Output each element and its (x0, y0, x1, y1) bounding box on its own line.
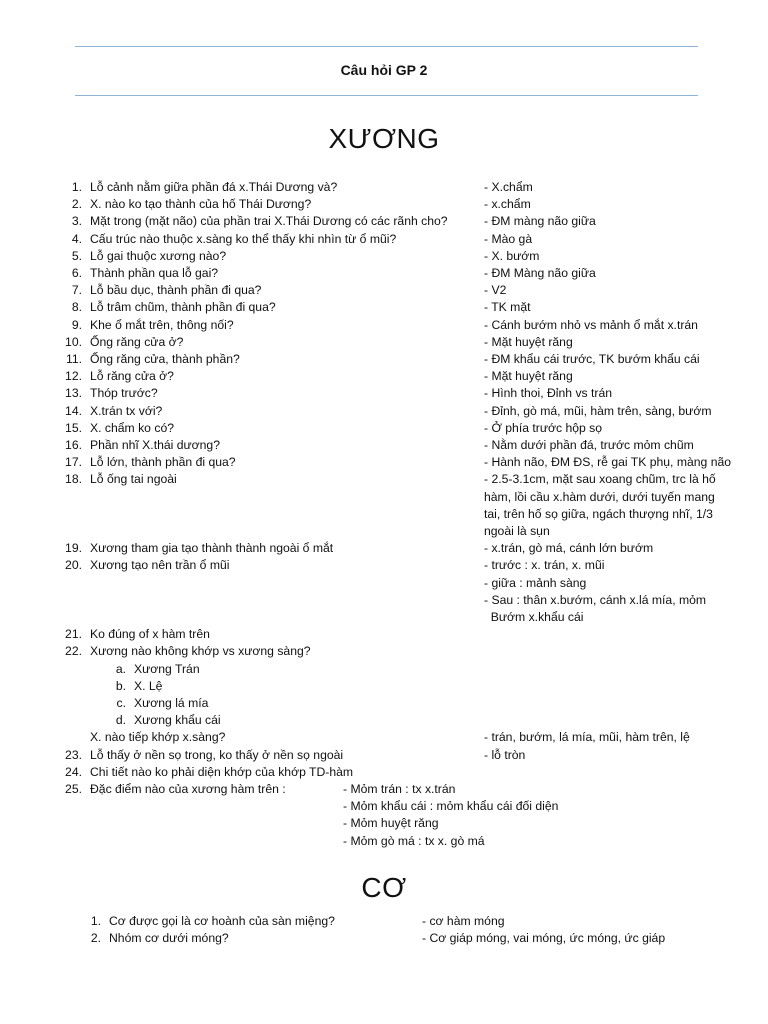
question-text: Xương tham gia tạo thành thành ngoài ổ mắt (90, 541, 334, 556)
answer-text: - Cơ giáp móng, vai móng, ức móng, ức giáp (422, 931, 666, 946)
answer-text: - X.chẩm (484, 180, 533, 194)
question-number: 16. (65, 438, 82, 452)
answer-text: - TK mặt (484, 300, 531, 315)
header-rule-top (75, 46, 698, 47)
question-text: Lỗ gai thuộc xương nào? (90, 248, 227, 263)
question-text: X. chẩm ko có? (90, 420, 174, 435)
question-number: 9. (71, 317, 82, 332)
question-number: 19. (65, 541, 82, 556)
answer-text: - lỗ tròn (484, 747, 526, 762)
question-text: Ko đúng of x hàm trên (90, 627, 210, 642)
answer-line: - Mỏm gò má : tx x. gò má (343, 833, 485, 848)
document-title: Câu hỏi GP 2 (340, 62, 428, 78)
answer-text: - x.chẩm (484, 197, 531, 212)
question-number: 3. (71, 214, 82, 229)
question-number: 2. (71, 197, 82, 212)
question-text: Thóp trước? (90, 386, 158, 401)
question-text: Lỗ thấy ở nền sọ trong, ko thấy ở nền sọ ngoài (90, 747, 344, 762)
question-number: 20. (65, 558, 82, 573)
answer-text: - ĐM Màng não giữa (484, 266, 596, 280)
question-number: 8. (71, 300, 82, 315)
answer-line: - Sau : thân x.bướm, cánh x.lá mía, mỏm (484, 592, 707, 607)
question-number: 11. (65, 352, 82, 366)
answer-line: Bướm x.khẩu cái (484, 610, 584, 624)
option-letter: b. (115, 678, 126, 693)
answer-text: - Hành não, ĐM ĐS, rễ gai TK phụ, màng não (484, 455, 732, 470)
answer-line: tai, trên hố sọ giữa, ngách thượng nhĩ, 1/3 (484, 506, 713, 521)
answer-line: - Mỏm huyệt răng (343, 816, 439, 831)
answer-line: ngoài là sụn (484, 524, 550, 538)
question-number: 21. (65, 627, 82, 642)
question-number: 22. (65, 644, 82, 659)
question-text: Lỗ bầu dục, thành phần đi qua? (90, 283, 262, 298)
section-heading-bones: XƯƠNG (328, 123, 440, 154)
option-letter: d. (115, 713, 126, 728)
answer-line: - trước : x. trán, x. mũi (484, 558, 605, 573)
question-text: X. nào ko tạo thành của hố Thái Dương? (90, 197, 312, 212)
question-text: Mặt trong (mặt não) của phần trai X.Thái Dương có các rãnh cho? (90, 214, 448, 229)
followup-question: X. nào tiếp khớp x.sàng? (90, 730, 226, 745)
answer-text: - Mặt huyệt răng (484, 334, 573, 349)
question-text: Lỗ lớn, thành phần đi qua? (90, 455, 236, 470)
question-text: Nhóm cơ dưới móng? (109, 931, 229, 946)
question-text: Cấu trúc nào thuộc x.sàng ko thể thấy khi nhìn từ ổ mũi? (90, 231, 397, 246)
question-text: Xương tạo nên trần ổ mũi (90, 558, 230, 573)
question-text: Thành phần qua lỗ gai? (90, 266, 219, 280)
question-text: Khe ổ mắt trên, thông nối? (90, 317, 234, 332)
header-rule-bottom (75, 95, 698, 96)
question-number: 4. (71, 231, 82, 246)
answer-text: - Hình thoi, Đỉnh vs trán (484, 386, 613, 401)
question-text: Ống răng cửa, thành phần? (90, 352, 240, 366)
answer-text: - ĐM khẩu cái trước, TK bướm khẩu cái (484, 352, 700, 366)
answer-line: - giữa : mảnh sàng (484, 575, 587, 590)
option-text: X. Lệ (134, 678, 163, 693)
question-text: Cơ được gọi là cơ hoành của sàn miệng? (109, 914, 335, 928)
answer-text: - Cánh bướm nhỏ vs mảnh ổ mắt x.trán (484, 317, 698, 332)
question-text: Chi tiết nào ko phải diện khớp của khớp TD-hàm (90, 764, 354, 779)
question-number: 17. (65, 455, 82, 470)
question-number: 2. (90, 931, 101, 946)
answer-line: - Mỏm trán : tx x.trán (343, 782, 456, 796)
question-text: Lỗ ống tai ngoài (90, 472, 177, 487)
option-text: Xương khẩu cái (134, 713, 221, 728)
question-number: 13. (65, 386, 82, 401)
question-text: Đặc điểm nào của xương hàm trên : (90, 782, 286, 796)
answer-text: - V2 (484, 283, 507, 298)
option-text: Xương Trán (134, 661, 200, 676)
answer-text: - X. bướm (484, 248, 540, 263)
question-text: Lỗ trâm chũm, thành phần đi qua? (90, 300, 276, 315)
question-number: 1. (90, 914, 101, 928)
question-number: 15. (65, 420, 82, 435)
question-number: 18. (65, 472, 82, 487)
answer-text: - Nằm dưới phần đá, trước mỏm chũm (484, 438, 694, 452)
answer-text: - x.trán, gò má, cánh lớn bướm (484, 541, 654, 556)
answer-text: - Mặt huyệt răng (484, 369, 573, 384)
question-number: 10. (65, 334, 82, 349)
option-letter: c. (116, 696, 126, 710)
answer-line: - 2.5-3.1cm, mặt sau xoang chũm, trc là hố (484, 472, 716, 487)
question-text: Lỗ răng cửa ở? (90, 369, 174, 384)
question-text: Lỗ cảnh nằm giữa phần đá x.Thái Dương và? (90, 180, 338, 194)
question-number: 23. (65, 747, 82, 762)
answer-text: - Mào gà (484, 231, 533, 246)
option-letter: a. (115, 661, 126, 676)
answer-text: - Ở phía trước hộp sọ (484, 420, 603, 435)
section-heading-muscles: CƠ (361, 872, 407, 903)
question-number: 7. (71, 283, 82, 298)
answer-text: - Đỉnh, gò má, mũi, hàm trên, sàng, bướm (484, 403, 712, 418)
question-text: Ống răng cửa ở? (90, 334, 184, 349)
question-text: Xương nào không khớp vs xương sàng? (90, 644, 311, 659)
question-number: 12. (65, 369, 82, 384)
answer-text: - cơ hàm móng (422, 914, 505, 928)
followup-answer: - trán, bướm, lá mía, mũi, hàm trên, lệ (484, 730, 690, 745)
answer-line: - Mỏm khẩu cái : mỏm khẩu cái đối diện (343, 799, 559, 814)
answer-text: - ĐM màng não giữa (484, 214, 596, 229)
question-number: 1. (71, 180, 82, 194)
question-number: 14. (65, 403, 82, 418)
question-text: Phần nhĩ X.thái dương? (90, 438, 220, 452)
question-number: 25. (65, 782, 82, 796)
question-number: 5. (71, 248, 82, 263)
option-text: Xương lá mía (134, 696, 209, 710)
answer-line: hàm, lồi cầu x.hàm dưới, dưới tuyến mang (484, 489, 715, 504)
question-number: 24. (65, 764, 82, 779)
question-number: 6. (71, 266, 82, 280)
question-text: X.trán tx với? (90, 403, 163, 418)
